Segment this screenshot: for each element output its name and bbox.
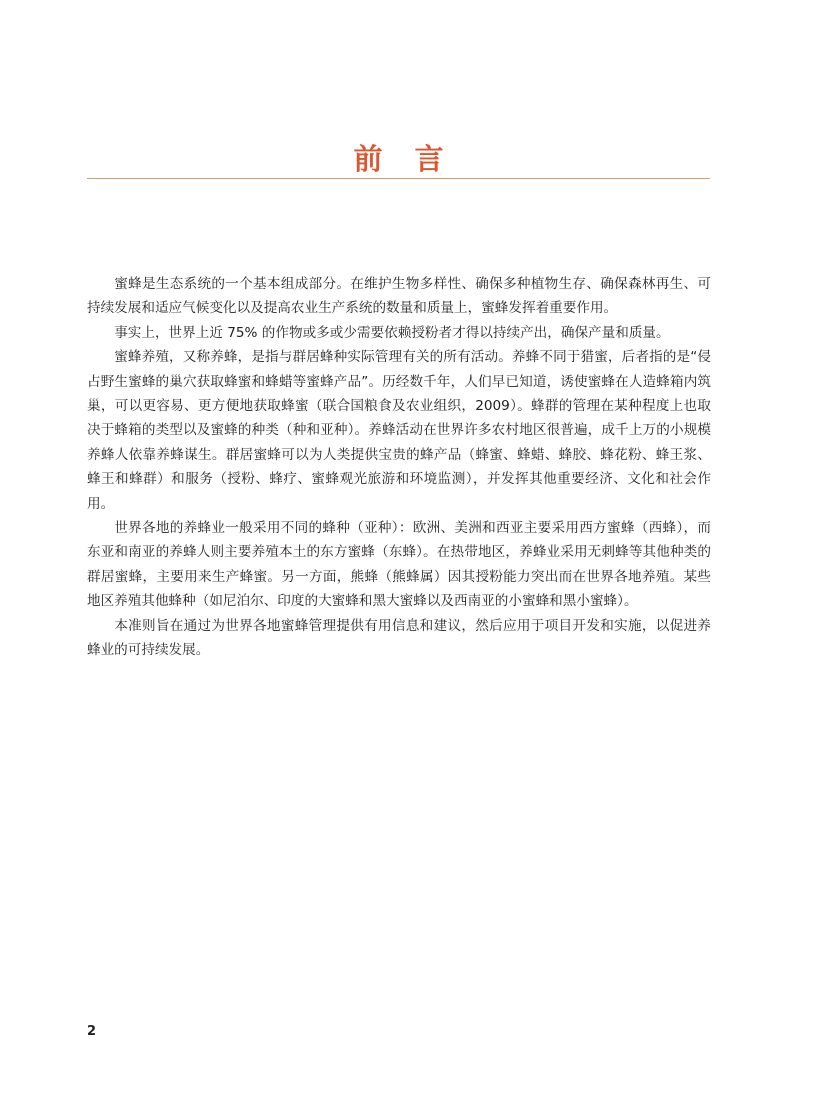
paragraph-5: 本准则旨在通过为世界各地蜜蜂管理提供有用信息和建议，然后应用于项目开发和实施，以促进养蜂业的可持续发展。 <box>87 617 711 659</box>
heading-divider <box>87 178 710 179</box>
paragraph-1: 蜜蜂是生态系统的一个基本组成部分。在维护生物多样性、确保多种植物生存、确保森林再生、可持续发展和适应气候变化以及提高农业生产系统的数量和质量上，蜜蜂发挥着重要作用。 <box>87 276 711 317</box>
paragraph-4: 世界各地的养蜂业一般采用不同的蜂种（亚种）：欧洲、美洲和西亚主要采用西方蜜蜂（西蜂），而东亚和南亚的养蜂人则主要养殖本土的东方蜜蜂（东蜂）。在热带地区，养蜂业采用无刺蜂等其他种类的群居蜜蜂，主要用来生产蜂蜜。另一方面，熊蜂（熊蜂属）因其授粉能力突出而在世界各地养殖。某些地区养殖其他蜂种（如尼泊尔、印度的大蜜蜂和黑大蜜蜂以及西南亚的小蜜蜂和黑小蜜蜂）。 <box>87 520 711 610</box>
paragraph-3: 蜜蜂养殖，又称养蜂，是指与群居蜂种实际管理有关的所有活动。养蜂不同于猎蜜，后者指的是“侵占野生蜜蜂的巢穴获取蜂蜜和蜂蜡等蜜蜂产品”。历经数千年，人们早已知道，诱使蜜蜂在人造蜂箱内筑巢，可以更容易、更方便地获取蜂蜜（联合国粮食及农业组织，2009）。蜂群的管理在某种程度上也取决于蜂箱的类型以及蜜蜂的种类（种和亚种）。养蜂活动在世界许多农村地区很普遍，成千上万的小规模养蜂人依靠养蜂谋生。群居蜜蜂可以为人类提供宝贵的蜂产品（蜂蜜、蜂蜡、蜂胶、蜂花粉、蜂王浆、蜂王和蜂群）和服务（授粉、蜂疗、蜜蜂观光旅游和环境监测），并发挥其他重要经济、文化和社会作用。 <box>87 349 711 512</box>
preface-body <box>87 272 711 663</box>
page-heading: 前言 <box>353 142 476 176</box>
paragraph-2: 事实上，世界上近 75% 的作物或多或少需要依赖授粉者才得以持续产出，确保产量和质量。 <box>114 324 670 341</box>
page-number: 2 <box>87 1024 97 1039</box>
